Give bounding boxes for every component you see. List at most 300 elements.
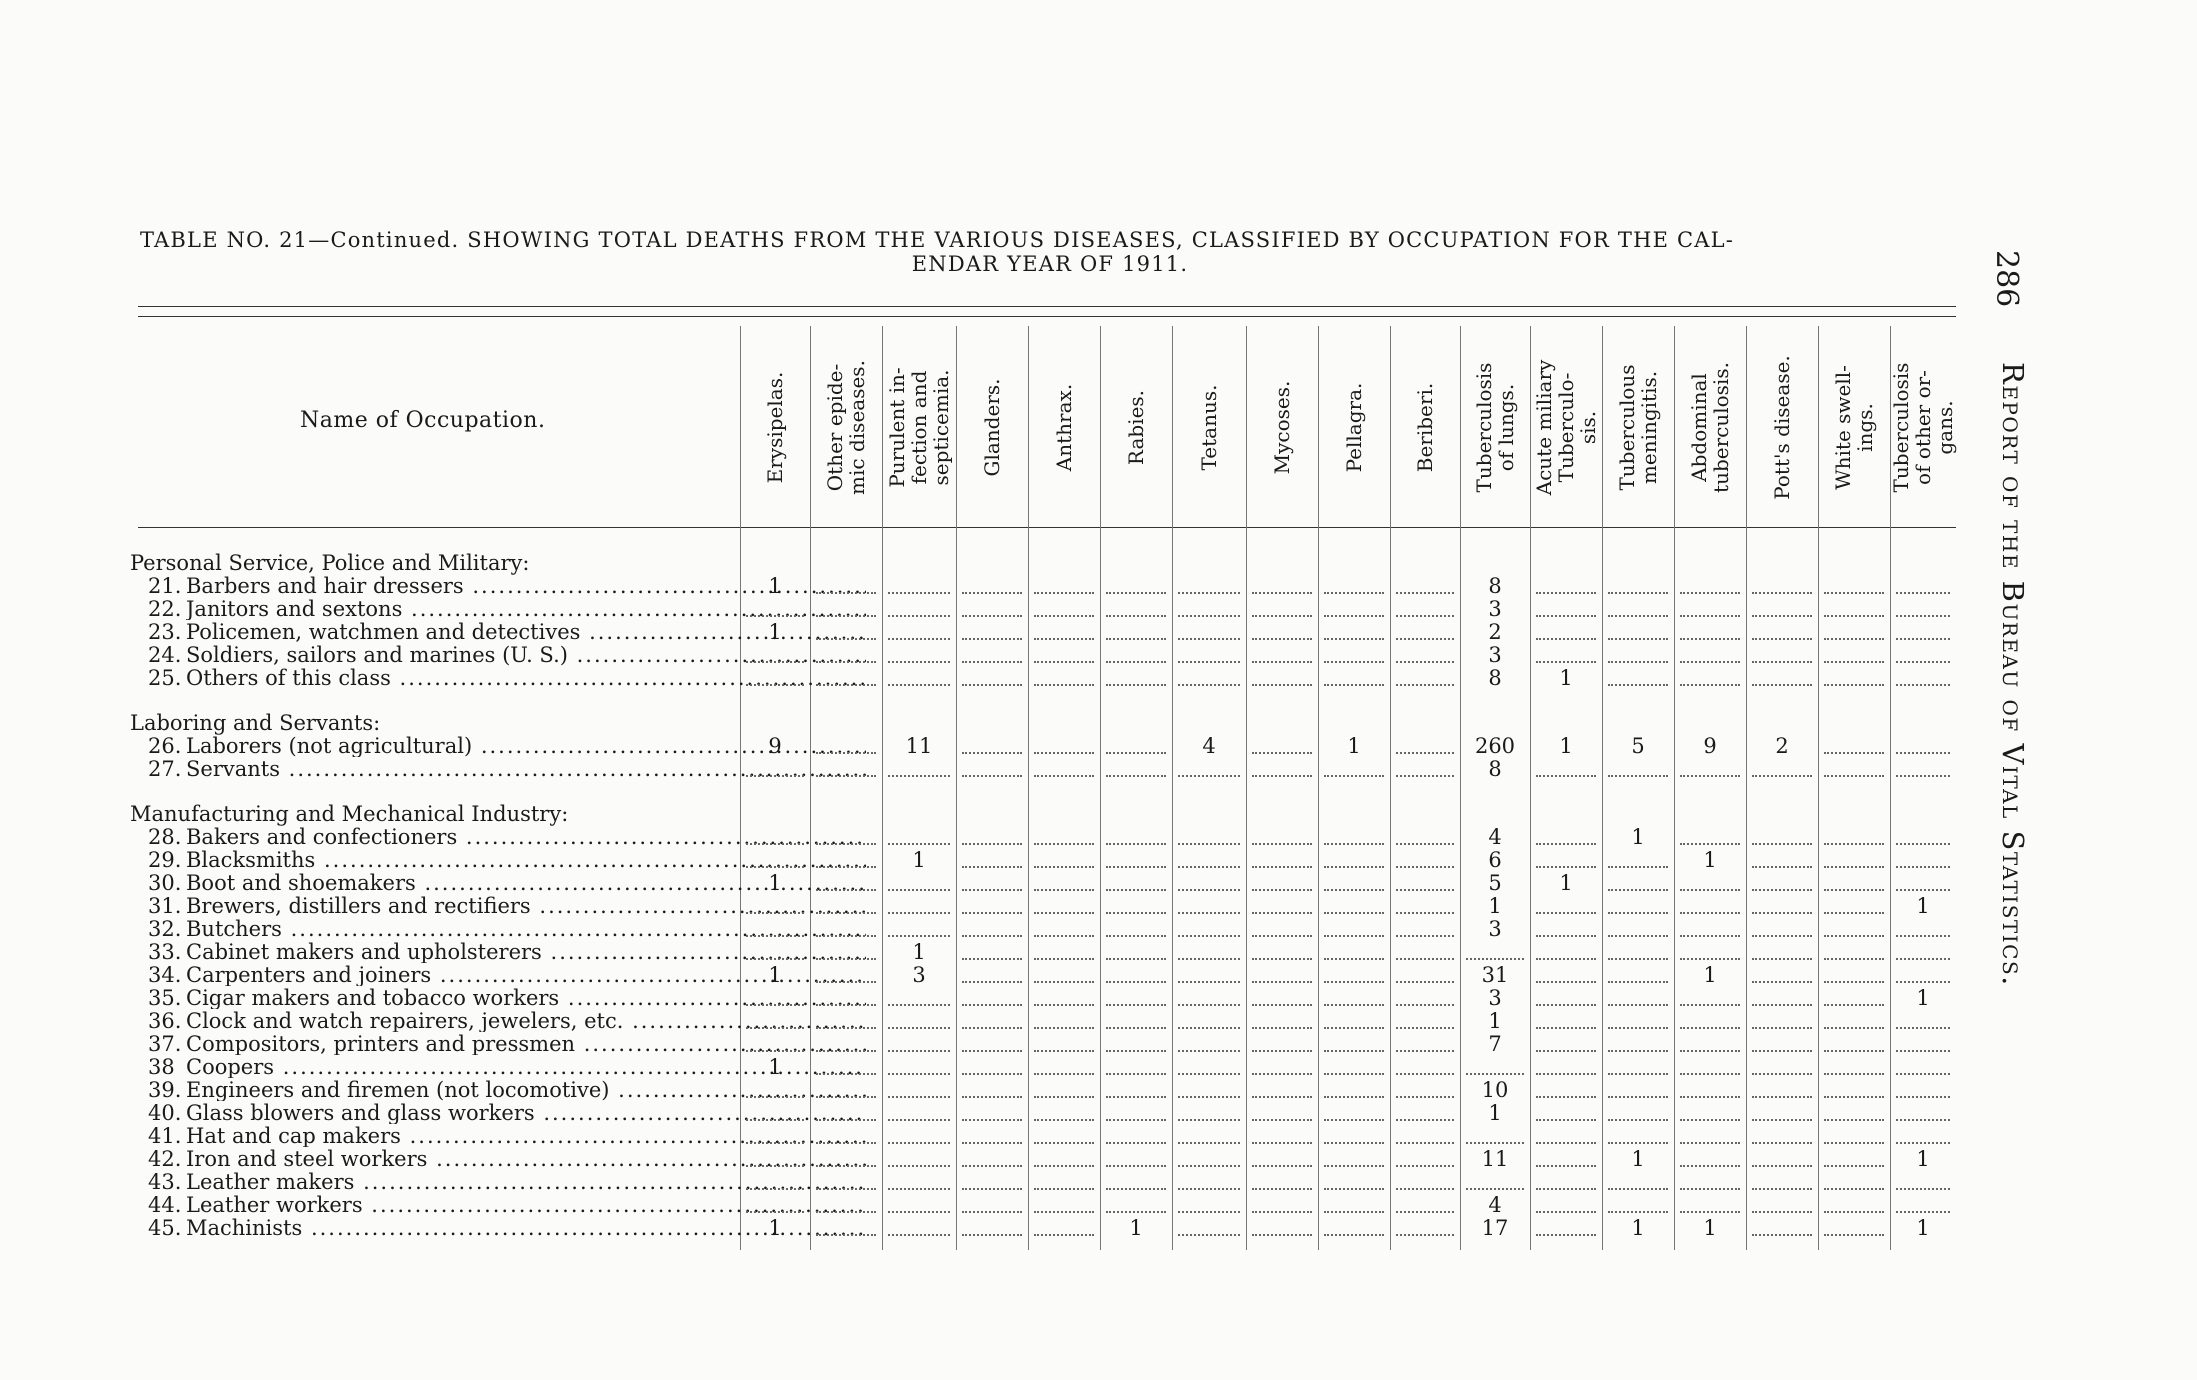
- table-cell: [810, 872, 882, 895]
- table-cell: [1530, 1102, 1602, 1125]
- empty-cell-leader: [816, 775, 876, 777]
- empty-cell-leader: [1324, 592, 1384, 594]
- empty-cell-leader: [1034, 1004, 1094, 1006]
- table-cell: [1028, 872, 1100, 895]
- empty-cell-leader: [1324, 1211, 1384, 1213]
- table-cell: [1890, 1033, 1956, 1056]
- table-cell: [1390, 1010, 1460, 1033]
- table-cell: [956, 1194, 1028, 1217]
- table-cell: [740, 1125, 810, 1148]
- empty-cell-leader: [1824, 1096, 1884, 1098]
- table-cell: [1602, 598, 1674, 621]
- row-number: 27.: [148, 757, 182, 781]
- table-cell: [1602, 1194, 1674, 1217]
- cell-value: 1: [1631, 1217, 1645, 1240]
- table-cell: [1028, 849, 1100, 872]
- empty-cell-leader: [1178, 638, 1240, 640]
- table-cell: [1246, 964, 1318, 987]
- table-cell: [740, 1102, 810, 1125]
- table-cell: [1390, 621, 1460, 644]
- cell-value: 1: [1488, 1102, 1502, 1125]
- table-cell: [956, 1102, 1028, 1125]
- empty-cell-leader: [1252, 981, 1312, 983]
- table-cell: [1890, 1148, 1956, 1171]
- occupation-name: Coopers .....: [186, 1056, 866, 1078]
- empty-cell-leader: [1824, 912, 1884, 914]
- cell-value: 1: [768, 1056, 782, 1079]
- table-cell: [956, 941, 1028, 964]
- column-header: [1616, 340, 1660, 515]
- empty-cell-leader: [746, 615, 804, 617]
- table-cell: [1318, 1148, 1390, 1171]
- empty-cell-leader: [962, 1211, 1022, 1213]
- empty-cell-leader: [1608, 661, 1668, 663]
- table-cell: [1172, 1148, 1246, 1171]
- occupation-name: Leather workers .....: [186, 1194, 866, 1216]
- cell-value: 5: [1488, 872, 1502, 895]
- table-cell: [1246, 918, 1318, 941]
- empty-cell-leader: [816, 1165, 876, 1167]
- empty-cell-leader: [1896, 1073, 1950, 1075]
- section-title: Manufacturing and Mechanical Industry:: [130, 802, 569, 826]
- empty-cell-leader: [1106, 866, 1166, 868]
- table-cell: [1028, 1125, 1100, 1148]
- empty-cell-leader: [816, 1142, 876, 1144]
- column-header: [1198, 340, 1220, 515]
- table-cell: [1172, 987, 1246, 1010]
- empty-cell-leader: [1752, 1119, 1812, 1121]
- table-cell: [956, 987, 1028, 1010]
- empty-cell-leader: [1752, 1004, 1812, 1006]
- column-header-line: ings.: [1853, 403, 1877, 452]
- cell-value: 17: [1481, 1217, 1509, 1240]
- empty-cell-leader: [1324, 1004, 1384, 1006]
- empty-cell-leader: [962, 981, 1022, 983]
- column-header-line: Acute miliary: [1532, 359, 1556, 496]
- table-cell: [810, 826, 882, 849]
- column-header-line: Purulent in-: [885, 367, 909, 488]
- table-cell: [1890, 735, 1956, 758]
- table-cell: [1746, 987, 1818, 1010]
- table-cell: [1746, 1102, 1818, 1125]
- empty-cell-leader: [1034, 866, 1094, 868]
- empty-cell-leader: [1106, 1142, 1166, 1144]
- table-cell: [1318, 1033, 1390, 1056]
- empty-cell-leader: [746, 775, 804, 777]
- table-cell: [1746, 735, 1818, 758]
- table-cell: [1390, 987, 1460, 1010]
- empty-cell-leader: [1824, 935, 1884, 937]
- table-title-line-1: TABLE NO. 21—Continued. SHOWING TOTAL DEATHS FROM THE VARIOUS DISEASES, CLASSIFIED BY OCCUPATION FOR THE CAL-: [140, 228, 1735, 252]
- table-cell: [1890, 1079, 1956, 1102]
- empty-cell-leader: [888, 1165, 950, 1167]
- cell-value: 1: [768, 964, 782, 987]
- empty-cell-leader: [816, 684, 876, 686]
- empty-cell-leader: [1608, 935, 1668, 937]
- empty-cell-leader: [746, 1211, 804, 1213]
- table-title-line-2: ENDAR YEAR OF 1911.: [911, 252, 1189, 276]
- table-cell: [882, 1194, 956, 1217]
- cell-value: 1: [1631, 826, 1645, 849]
- table-cell: [882, 1148, 956, 1171]
- table-row: [130, 849, 1956, 872]
- empty-cell-leader: [1680, 935, 1740, 937]
- empty-cell-leader: [1034, 935, 1094, 937]
- empty-cell-leader: [1178, 981, 1240, 983]
- table-cell: [1246, 872, 1318, 895]
- table-cell: [1746, 1010, 1818, 1033]
- empty-cell-leader: [1752, 661, 1812, 663]
- empty-cell-leader: [1824, 1073, 1884, 1075]
- table-cell: [1246, 849, 1318, 872]
- table-cell: [1890, 667, 1956, 690]
- empty-cell-leader: [1106, 661, 1166, 663]
- empty-cell-leader: [1896, 981, 1950, 983]
- empty-cell-leader: [1178, 775, 1240, 777]
- table-cell: [1818, 964, 1890, 987]
- row-number: 25.: [148, 666, 182, 690]
- cell-value: 2: [1775, 735, 1789, 758]
- table-cell: [1746, 964, 1818, 987]
- table-cell: [882, 598, 956, 621]
- empty-cell-leader: [1680, 775, 1740, 777]
- table-cell: [740, 1194, 810, 1217]
- occupation-name: Servants .....: [186, 758, 866, 780]
- empty-cell-leader: [888, 1211, 950, 1213]
- occupation-name: Laborers (not agricultural) .....: [186, 735, 866, 757]
- column-header-line: Glanders.: [980, 378, 1004, 477]
- table-cell: [1246, 1171, 1318, 1194]
- table-cell: [1746, 1079, 1818, 1102]
- empty-cell-leader: [1252, 866, 1312, 868]
- column-header: [886, 340, 952, 515]
- table-cell: [810, 575, 882, 598]
- table-cell: [1530, 1125, 1602, 1148]
- table-cell: [1318, 758, 1390, 781]
- table-cell: [1100, 826, 1172, 849]
- table-cell: [1818, 667, 1890, 690]
- empty-cell-leader: [1252, 1073, 1312, 1075]
- table-cell: [956, 1217, 1028, 1240]
- table-cell: [1390, 1171, 1460, 1194]
- empty-cell-leader: [1608, 1050, 1668, 1052]
- empty-cell-leader: [962, 592, 1022, 594]
- row-number: 31.: [148, 894, 182, 918]
- cell-value: 10: [1481, 1079, 1509, 1102]
- empty-cell-leader: [1680, 912, 1740, 914]
- table-cell: [740, 758, 810, 781]
- empty-cell-leader: [1106, 638, 1166, 640]
- empty-cell-leader: [1752, 1096, 1812, 1098]
- table-cell: [1318, 964, 1390, 987]
- table-cell: [740, 964, 810, 987]
- table-cell: [1460, 644, 1530, 667]
- table-cell: [1890, 941, 1956, 964]
- table-cell: [1746, 1194, 1818, 1217]
- table-cell: [1028, 1056, 1100, 1079]
- empty-cell-leader: [1824, 684, 1884, 686]
- empty-cell-leader: [816, 1050, 876, 1052]
- table-row: [130, 1056, 1956, 1079]
- empty-cell-leader: [1252, 1211, 1312, 1213]
- row-number: 28.: [148, 825, 182, 849]
- table-cell: [1172, 644, 1246, 667]
- table-row: [130, 987, 1956, 1010]
- empty-cell-leader: [1608, 775, 1668, 777]
- table-cell: [1028, 735, 1100, 758]
- table-cell: [882, 987, 956, 1010]
- row-number: 30.: [148, 871, 182, 895]
- table-cell: [810, 1148, 882, 1171]
- table-cell: [1460, 598, 1530, 621]
- empty-cell-leader: [816, 1073, 876, 1075]
- table-cell: [1746, 872, 1818, 895]
- table-cell: [956, 1125, 1028, 1148]
- table-cell: [1602, 575, 1674, 598]
- empty-cell-leader: [1106, 912, 1166, 914]
- empty-cell-leader: [1752, 866, 1812, 868]
- column-header: [1688, 340, 1732, 515]
- table-cell: [1100, 1125, 1172, 1148]
- table-cell: [1530, 1033, 1602, 1056]
- empty-cell-leader: [1396, 935, 1454, 937]
- table-cell: [956, 826, 1028, 849]
- empty-cell-leader: [1396, 912, 1454, 914]
- table-cell: [1818, 918, 1890, 941]
- table-cell: [1246, 826, 1318, 849]
- empty-cell-leader: [1536, 1073, 1596, 1075]
- cell-value: 3: [1488, 598, 1502, 621]
- table-cell: [1460, 575, 1530, 598]
- table-cell: [1028, 1148, 1100, 1171]
- empty-cell-leader: [1106, 1188, 1166, 1190]
- empty-cell-leader: [1824, 889, 1884, 891]
- table-cell: [1172, 1217, 1246, 1240]
- empty-cell-leader: [1680, 661, 1740, 663]
- table-cell: [1530, 941, 1602, 964]
- column-header: [1890, 340, 1956, 515]
- table-cell: [1674, 964, 1746, 987]
- cell-value: 4: [1202, 735, 1216, 758]
- table-cell: [1674, 598, 1746, 621]
- empty-cell-leader: [1178, 592, 1240, 594]
- table-cell: [1602, 849, 1674, 872]
- empty-cell-leader: [962, 615, 1022, 617]
- empty-cell-leader: [1034, 1050, 1094, 1052]
- empty-cell-leader: [962, 1142, 1022, 1144]
- table-cell: [810, 895, 882, 918]
- table-cell: [810, 1171, 882, 1194]
- cell-value: 5: [1631, 735, 1645, 758]
- empty-cell-leader: [1608, 866, 1668, 868]
- column-header-line: fection and: [907, 370, 931, 485]
- table-cell: [1100, 1056, 1172, 1079]
- empty-cell-leader: [962, 775, 1022, 777]
- table-cell: [810, 1217, 882, 1240]
- table-cell: [1746, 1033, 1818, 1056]
- table-cell: [1028, 1217, 1100, 1240]
- column-header: [764, 340, 786, 515]
- row-number: 24.: [148, 643, 182, 667]
- table-cell: [1602, 1010, 1674, 1033]
- empty-cell-leader: [1466, 1142, 1524, 1144]
- empty-cell-leader: [1896, 661, 1950, 663]
- empty-cell-leader: [1106, 1119, 1166, 1121]
- empty-cell-leader: [962, 752, 1022, 754]
- empty-cell-leader: [888, 1234, 950, 1236]
- table-cell: [810, 1194, 882, 1217]
- empty-cell-leader: [1252, 843, 1312, 845]
- empty-cell-leader: [1824, 843, 1884, 845]
- column-header-line: tuberculosis.: [1709, 362, 1733, 493]
- table-cell: [810, 941, 882, 964]
- table-cell: [810, 1056, 882, 1079]
- table-cell: [1674, 621, 1746, 644]
- table-cell: [1602, 621, 1674, 644]
- column-header: [1125, 340, 1147, 515]
- empty-cell-leader: [1396, 889, 1454, 891]
- table-cell: [956, 1056, 1028, 1079]
- table-cell: [1460, 895, 1530, 918]
- table-cell: [956, 1148, 1028, 1171]
- empty-cell-leader: [888, 1073, 950, 1075]
- row-number: 45.: [148, 1216, 182, 1240]
- empty-cell-leader: [1680, 1027, 1740, 1029]
- row-number: 34.: [148, 963, 182, 987]
- table-cell: [1746, 1148, 1818, 1171]
- table-cell: [1172, 872, 1246, 895]
- table-cell: [1530, 575, 1602, 598]
- table-cell: [1674, 1079, 1746, 1102]
- table-cell: [1890, 1171, 1956, 1194]
- empty-cell-leader: [1752, 775, 1812, 777]
- empty-cell-leader: [962, 661, 1022, 663]
- empty-cell-leader: [1106, 1096, 1166, 1098]
- table-cell: [740, 918, 810, 941]
- empty-cell-leader: [1252, 1050, 1312, 1052]
- header-bottom-rule: [138, 527, 1956, 528]
- table-cell: [1818, 849, 1890, 872]
- table-cell: [1028, 918, 1100, 941]
- empty-cell-leader: [746, 1004, 804, 1006]
- table-cell: [810, 644, 882, 667]
- empty-cell-leader: [1608, 981, 1668, 983]
- table-cell: [1246, 644, 1318, 667]
- table-cell: [1318, 872, 1390, 895]
- empty-cell-leader: [1324, 1165, 1384, 1167]
- table-cell: [1172, 1125, 1246, 1148]
- table-cell: [1746, 918, 1818, 941]
- table-cell: [740, 644, 810, 667]
- table-cell: [1100, 1148, 1172, 1171]
- empty-cell-leader: [1466, 1073, 1524, 1075]
- empty-cell-leader: [1536, 638, 1596, 640]
- table-cell: [1818, 644, 1890, 667]
- table-row: [130, 621, 1956, 644]
- empty-cell-leader: [1680, 958, 1740, 960]
- empty-cell-leader: [1106, 843, 1166, 845]
- table-cell: [1390, 964, 1460, 987]
- empty-cell-leader: [1536, 1142, 1596, 1144]
- empty-cell-leader: [1536, 843, 1596, 845]
- empty-cell-leader: [1106, 775, 1166, 777]
- table-cell: [1318, 735, 1390, 758]
- occupation-name: Iron and steel workers .....: [186, 1148, 866, 1170]
- table-cell: [1100, 918, 1172, 941]
- empty-cell-leader: [816, 1027, 876, 1029]
- empty-cell-leader: [1252, 1119, 1312, 1121]
- table-cell: [1746, 644, 1818, 667]
- table-cell: [1890, 1125, 1956, 1148]
- table-cell: [1460, 1194, 1530, 1217]
- table-cell: [882, 758, 956, 781]
- occupation-name: Hat and cap makers .....: [186, 1125, 866, 1147]
- table-cell: [1674, 1194, 1746, 1217]
- empty-cell-leader: [888, 912, 950, 914]
- table-cell: [810, 1010, 882, 1033]
- empty-cell-leader: [1252, 958, 1312, 960]
- table-cell: [1460, 1171, 1530, 1194]
- table-cell: [1530, 964, 1602, 987]
- empty-cell-leader: [1896, 958, 1950, 960]
- table-cell: [1460, 621, 1530, 644]
- table-cell: [956, 895, 1028, 918]
- table-cell: [1028, 758, 1100, 781]
- empty-cell-leader: [1536, 1119, 1596, 1121]
- section-title: Laboring and Servants:: [130, 711, 381, 735]
- empty-cell-leader: [1680, 843, 1740, 845]
- table-cell: [1818, 1033, 1890, 1056]
- table-cell: [1530, 1171, 1602, 1194]
- empty-cell-leader: [1536, 1188, 1596, 1190]
- table-cell: [1100, 1102, 1172, 1125]
- table-cell: [1318, 1056, 1390, 1079]
- column-header-line: meningitis.: [1637, 370, 1661, 485]
- cell-value: 3: [1488, 987, 1502, 1010]
- empty-cell-leader: [962, 866, 1022, 868]
- table-cell: [810, 987, 882, 1010]
- table-cell: [1390, 758, 1460, 781]
- empty-cell-leader: [1252, 592, 1312, 594]
- empty-cell-leader: [888, 889, 950, 891]
- empty-cell-leader: [1608, 1004, 1668, 1006]
- table-cell: [1318, 826, 1390, 849]
- table-row: [130, 918, 1956, 941]
- table-cell: [1674, 1148, 1746, 1171]
- row-number: 41.: [148, 1124, 182, 1148]
- empty-cell-leader: [1324, 1050, 1384, 1052]
- row-number: 37.: [148, 1032, 182, 1056]
- empty-cell-leader: [1824, 1027, 1884, 1029]
- table-cell: [1530, 826, 1602, 849]
- empty-cell-leader: [1896, 752, 1950, 754]
- empty-cell-leader: [746, 935, 804, 937]
- table-row: [130, 735, 1956, 758]
- table-cell: [1390, 735, 1460, 758]
- table-cell: [1460, 918, 1530, 941]
- table-cell: [1028, 1194, 1100, 1217]
- table-cell: [1318, 1102, 1390, 1125]
- column-header: [981, 340, 1003, 515]
- empty-cell-leader: [1324, 935, 1384, 937]
- table-cell: [810, 849, 882, 872]
- empty-cell-leader: [1608, 592, 1668, 594]
- table-cell: [1460, 941, 1530, 964]
- table-cell: [1818, 1217, 1890, 1240]
- empty-cell-leader: [1824, 1119, 1884, 1121]
- table-cell: [1746, 1056, 1818, 1079]
- empty-cell-leader: [1324, 661, 1384, 663]
